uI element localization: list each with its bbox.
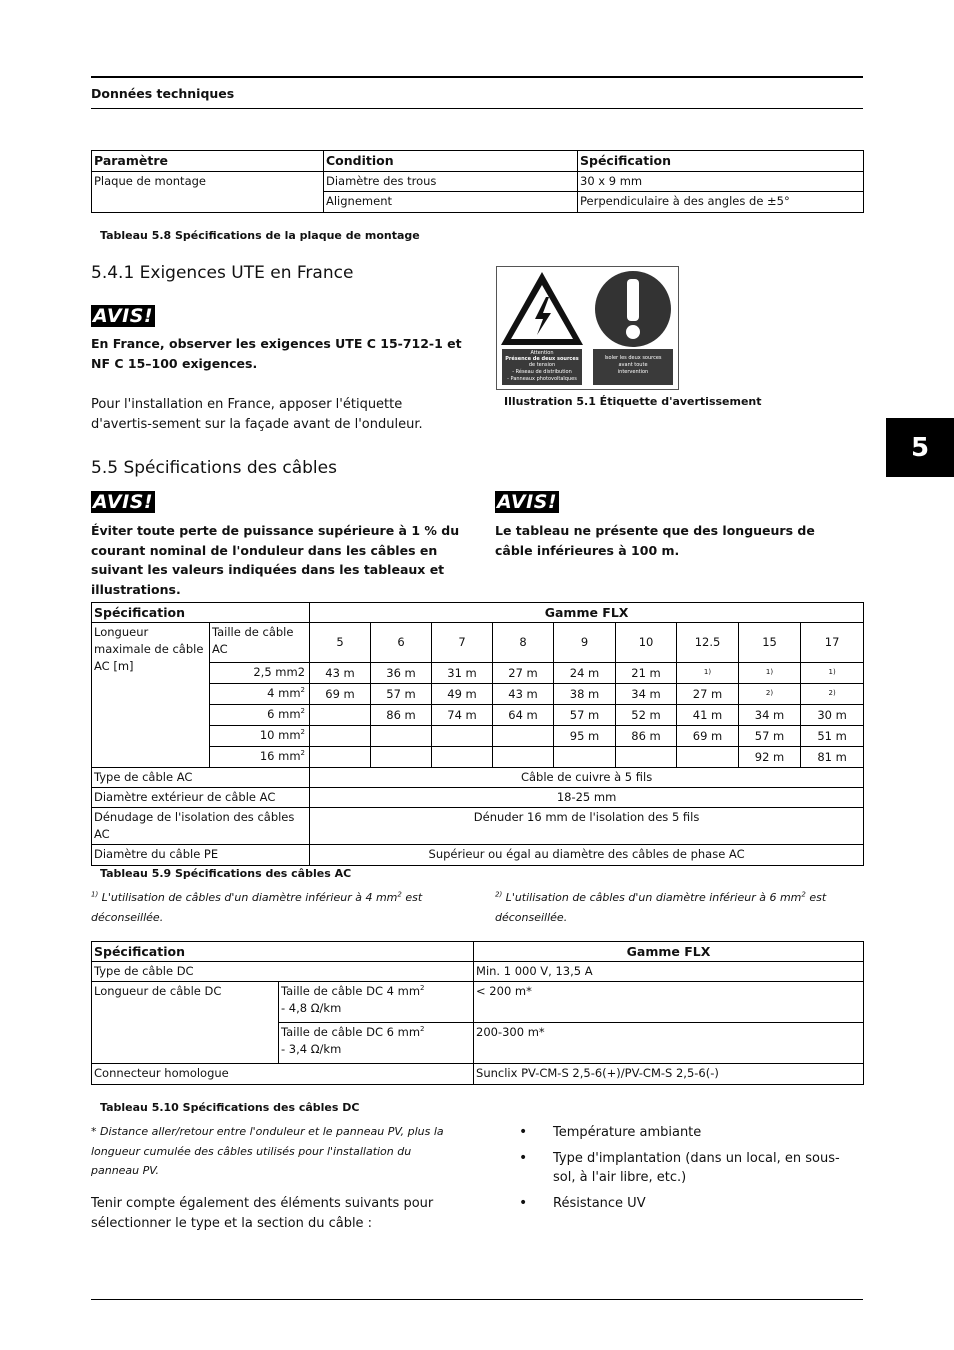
dc-size-6-value: 200-300 m* (474, 1023, 864, 1064)
cell: 57 m (554, 705, 616, 726)
left-label-line-4: - Réseau de distribution (512, 369, 572, 375)
dc-type-label: Type de câble DC (92, 962, 474, 982)
ute-body-text: Pour l'installation en France, apposer l'étiquette d'avertis-sement sur la façade avant de l'onduleur. (91, 397, 423, 432)
ac-size-label: Taille de câble AC (210, 623, 310, 663)
right-label-line-3: intervention (617, 369, 649, 375)
ac-length-label: Longueur maximale de câble AC [m] (92, 623, 210, 768)
avis-label-55-right: AVIS! (497, 491, 558, 513)
size-10: 10 $mm^2$ (210, 726, 310, 747)
cell: 43 m (493, 684, 554, 705)
cell (310, 747, 371, 768)
condition-hole-diameter: Diamètre des trous (324, 172, 578, 192)
cell (493, 726, 554, 747)
dc-length-label: Longueur de câble DC (92, 982, 279, 1064)
cell: 81 m (801, 747, 864, 768)
size-6: 6 $mm^2$ (210, 705, 310, 726)
cell: 24 m (554, 663, 616, 684)
table510-caption: Tableau 5.10 Spécifications des câbles DC (100, 1101, 360, 1114)
ac-strip-value: Dénuder 16 mm de l'isolation des 5 fils (310, 808, 864, 845)
model-10: 10 (616, 623, 677, 663)
list-item: • Température ambiante (512, 1123, 862, 1142)
notice-ute: En France, observer les exigences UTE C 15-712-1 et NF C 15–100 exigences. (91, 336, 462, 371)
cell (493, 747, 554, 768)
size-4: 4 $mm^2$ (210, 684, 310, 705)
cell: 69 m (310, 684, 371, 705)
cell: 34 m (616, 684, 677, 705)
left-label-line-1: Attention (530, 350, 554, 356)
avis-label-541: AVIS! (93, 305, 154, 327)
table59-caption: Tableau 5.9 Spécifications des câbles AC (100, 867, 352, 880)
illustration-caption: Illustration 5.1 Étiquette d'avertissement (504, 395, 762, 408)
mounting-plate-table (91, 150, 864, 213)
cell: 92 m (739, 747, 801, 768)
ac-type-value: Câble de cuivre à 5 fils (310, 768, 864, 788)
dc-length-note: * Distance aller/retour entre l'onduleur et le panneau PV, plus la longueur cumulée des câbles utilisés pour l'installation du panneau PV. (91, 1125, 444, 1177)
ac-strip-label: Dénudage de l'isolation des câbles AC (92, 808, 310, 845)
cell (371, 726, 432, 747)
list-item: • Résistance UV (512, 1194, 862, 1213)
cell: 27 m (677, 684, 739, 705)
condition-alignment: Alignement (324, 192, 578, 213)
ac-header-range: Gamme FLX (310, 603, 864, 623)
ac-cable-table (91, 602, 864, 866)
dc-header-spec: Spécification (92, 942, 474, 962)
ac-diameter-label: Diamètre extérieur de câble AC (92, 788, 310, 808)
pe-diameter-label: Diamètre du câble PE (92, 845, 310, 866)
cell (677, 747, 739, 768)
cell (310, 726, 371, 747)
model-6: 6 (371, 623, 432, 663)
cell: 86 m (371, 705, 432, 726)
cell (310, 705, 371, 726)
cell: 41 m (677, 705, 739, 726)
col-header-specification: Spécification (578, 151, 864, 172)
footnote-1: $^{1)}$ L'utilisation de câbles d'un diamètre inférieur à 4 $mm^2$ est déconseillée. (91, 890, 423, 924)
footnote-ref-cell: 1) (801, 663, 864, 684)
model-12-5: 12.5 (677, 623, 739, 663)
list-item: • Type d'implantation (dans un local, en sous-sol, à l'air libre, etc.) (512, 1149, 862, 1187)
cell: 51 m (801, 726, 864, 747)
dc-connector-value: Sunclix PV-CM-S 2,5-6(+)/PV-CM-S 2,5-6(-) (474, 1064, 864, 1085)
notice-power-loss: Éviter toute perte de puissance supérieure à 1 % du courant nominal de l'onduleur dans les câbles en suivant les valeurs indiquées dans les tableaux et illustrations. (91, 523, 460, 597)
size-2-5: 2,5 mm2 (210, 663, 310, 684)
header-top-rule (91, 76, 863, 78)
cell: 43 m (310, 663, 371, 684)
model-15: 15 (739, 623, 801, 663)
dc-header-range: Gamme FLX (474, 942, 864, 962)
spec-hole-diameter: 30 x 9 mm (578, 172, 864, 192)
header-bottom-rule (91, 108, 863, 109)
dc-size-4-value: < 200 m* (474, 982, 864, 1023)
cell: 31 m (432, 663, 493, 684)
cell: 34 m (739, 705, 801, 726)
cell: 57 m (739, 726, 801, 747)
warning-triangle-icon (501, 272, 583, 345)
cell: 64 m (493, 705, 554, 726)
cell (432, 747, 493, 768)
col-header-condition: Condition (324, 151, 578, 172)
exclamation-circle-icon (595, 271, 671, 347)
cell (616, 747, 677, 768)
dc-cable-table (91, 941, 864, 1085)
closing-text: Tenir compte également des éléments suivants pour sélectionner le type et la section du câble : (91, 1196, 434, 1231)
cell (432, 726, 493, 747)
model-5: 5 (310, 623, 371, 663)
cell: 74 m (432, 705, 493, 726)
footnote-ref-cell: 2) (801, 684, 864, 705)
avis-label-55-left: AVIS! (93, 491, 154, 513)
cell: 30 m (801, 705, 864, 726)
cell: 57 m (371, 684, 432, 705)
ac-header-spec: Spécification (92, 603, 310, 623)
cell: 52 m (616, 705, 677, 726)
cell: 21 m (616, 663, 677, 684)
warning-label-graphic (497, 267, 678, 389)
cell: 86 m (616, 726, 677, 747)
dc-type-value: Min. 1 000 V, 13,5 A (474, 962, 864, 982)
notice-length-limit: Le tableau ne présente que des longueurs de câble inférieures à 100 m. (495, 523, 815, 558)
cell: 27 m (493, 663, 554, 684)
dc-size-4: Taille de câble DC 4 $mm^2$ - 4,8 Ω/km (279, 982, 474, 1023)
section-541-heading: 5.4.1 Exigences UTE en France (91, 263, 354, 283)
param-mounting-plate: Plaque de montage (92, 172, 324, 213)
model-17: 17 (801, 623, 864, 663)
pe-diameter-value: Supérieur ou égal au diamètre des câbles de phase AC (310, 845, 864, 866)
warning-label-illustration (496, 266, 679, 390)
right-label-line-1: Isoler les deux sources (604, 355, 662, 361)
footnote-ref-cell: 2) (739, 684, 801, 705)
model-8: 8 (493, 623, 554, 663)
ac-diameter-value: 18-25 mm (310, 788, 864, 808)
cell: 36 m (371, 663, 432, 684)
table58-caption: Tableau 5.8 Spécifications de la plaque de montage (100, 229, 420, 242)
footer-rule (91, 1299, 863, 1300)
left-label-line-3: de tension (528, 362, 556, 368)
model-9: 9 (554, 623, 616, 663)
col-header-parameter: Paramètre (92, 151, 324, 172)
cell: 38 m (554, 684, 616, 705)
dc-size-6: Taille de câble DC 6 $mm^2$ - 3,4 Ω/km (279, 1023, 474, 1064)
left-label-line-2: Présence de deux sources (505, 356, 579, 362)
footnote-ref-cell: 1) (739, 663, 801, 684)
spec-alignment: Perpendiculaire à des angles de ±5° (578, 192, 864, 213)
cell (554, 747, 616, 768)
footnote-2: $^{2)}$ L'utilisation de câbles d'un diamètre inférieur à 6 $mm^2$ est déconseillée. (495, 890, 827, 924)
header-title: Données techniques (91, 86, 235, 101)
cell: 49 m (432, 684, 493, 705)
right-label-line-2: avant toute (618, 362, 648, 368)
section-55-heading: 5.5 Spécifications des câbles (91, 458, 337, 478)
ac-type-label: Type de câble AC (92, 768, 310, 788)
model-7: 7 (432, 623, 493, 663)
cable-factors-list (512, 1123, 862, 1220)
chapter-tab: 5 (886, 418, 954, 477)
cell (371, 747, 432, 768)
cell: 95 m (554, 726, 616, 747)
cell: 69 m (677, 726, 739, 747)
left-label-line-5: - Panneaux photovoltaïques (507, 376, 577, 382)
dc-connector-label: Connecteur homologue (92, 1064, 474, 1085)
footnote-ref-cell: 1) (677, 663, 739, 684)
size-16: 16 $mm^2$ (210, 747, 310, 768)
